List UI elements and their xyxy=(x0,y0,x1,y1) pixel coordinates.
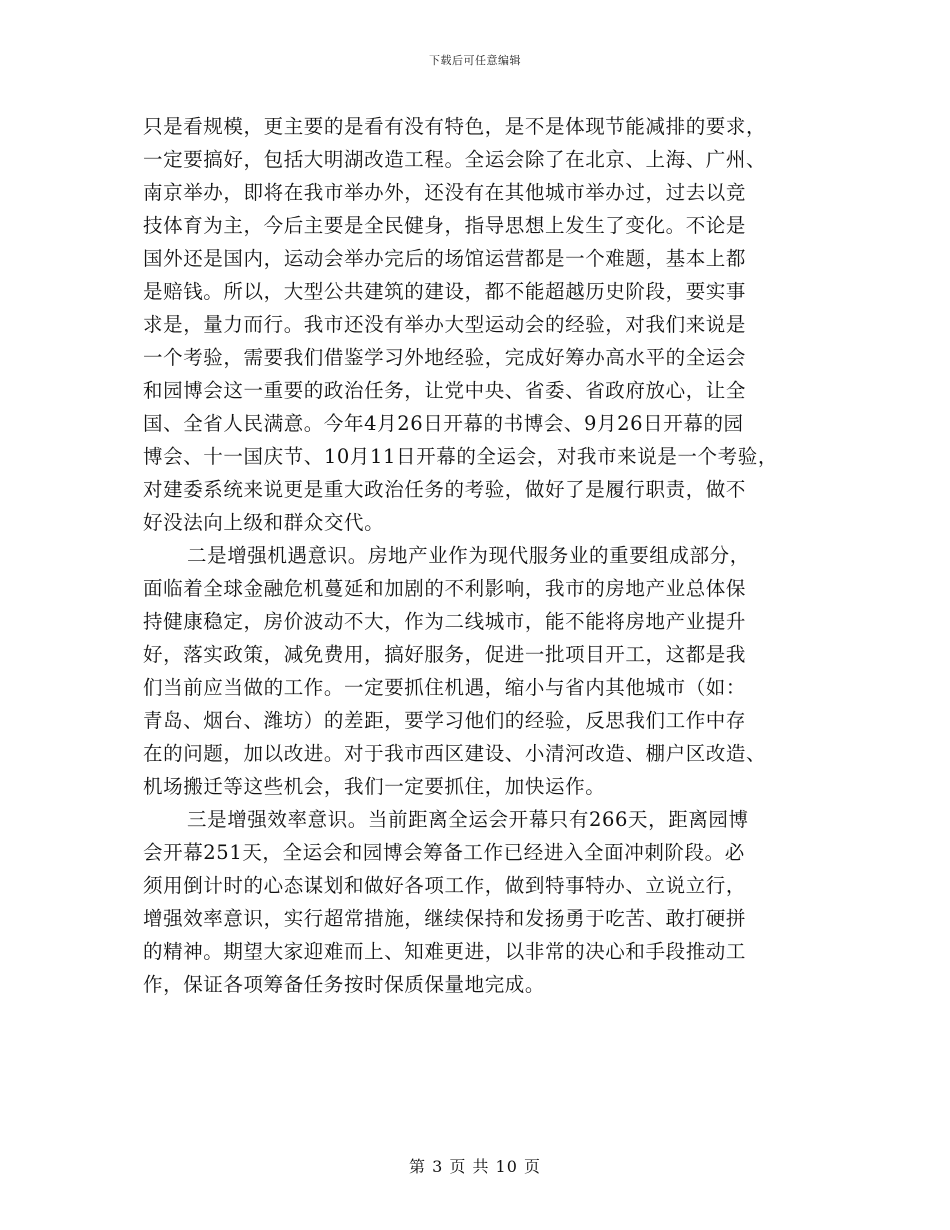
text-line: 青岛、烟台、潍坊）的差距，要学习他们的经验，反思我们工作中存 xyxy=(143,709,747,732)
text-line: 会开幕251天，全运会和园博会筹备工作已经进入全面冲刺阶段。必 xyxy=(143,841,745,864)
text-line: 持健康稳定，房价波动不大，作为二线城市，能不能将房地产业提升 xyxy=(143,610,747,633)
text-line: 机场搬迁等这些机会，我们一定要抓住，加快运作。 xyxy=(143,775,606,798)
text-line: 三是增强效率意识。当前距离全运会开幕只有266天，距离园博 xyxy=(187,808,749,831)
text-line: 求是，量力而行。我市还没有举办大型运动会的经验，对我们来说是 xyxy=(143,313,747,336)
text-line: 增强效率意识，实行超常措施，继续保持和发扬勇于吃苦、敢打硬拼 xyxy=(143,907,747,930)
text-line: 二是增强机遇意识。房地产业作为现代服务业的重要组成部分， xyxy=(187,544,750,567)
body-text xyxy=(143,110,823,1001)
text-line: 技体育为主，今后主要是全民健身，指导思想上发生了变化。不论是 xyxy=(143,214,747,237)
text-line: 在的问题，加以改进。对于我市西区建设、小清河改造、棚户区改造、 xyxy=(143,742,767,765)
page-footer: 第 3 页 共 10 页 xyxy=(409,1157,541,1176)
text-line: 南京举办，即将在我市举办外，还没有在其他城市举办过，过去以竞 xyxy=(143,181,747,204)
text-line: 对建委系统来说更是重大政治任务的考验，做好了是履行职责，做不 xyxy=(143,478,747,501)
text-line: 们当前应当做的工作。一定要抓住机遇，缩小与省内其他城市（如： xyxy=(143,676,747,699)
text-line: 须用倒计时的心态谋划和做好各项工作，做到特事特办、立说立行， xyxy=(143,874,747,897)
text-line: 一定要搞好，包括大明湖改造工程。全运会除了在北京、上海、广州、 xyxy=(143,148,767,171)
text-line: 是赔钱。所以，大型公共建筑的建设，都不能超越历史阶段，要实事 xyxy=(143,280,747,303)
text-line: 面临着全球金融危机蔓延和加剧的不利影响，我市的房地产业总体保 xyxy=(143,577,747,600)
text-line: 和园博会这一重要的政治任务，让党中央、省委、省政府放心，让全 xyxy=(143,379,747,402)
text-line: 国、全省人民满意。今年4月26日开幕的书博会、9月26日开幕的园 xyxy=(143,412,744,435)
text-line: 的精神。期望大家迎难而上、知难更进，以非常的决心和手段推动工 xyxy=(143,940,747,963)
text-line: 一个考验，需要我们借鉴学习外地经验，完成好筹办高水平的全运会 xyxy=(143,346,747,369)
page-header: 下载后可任意编辑 xyxy=(429,54,521,67)
text-line: 国外还是国内，运动会举办完后的场馆运营都是一个难题，基本上都 xyxy=(143,247,747,270)
text-line: 好，落实政策，减免费用，搞好服务，促进一批项目开工，这都是我 xyxy=(143,643,747,666)
text-line: 作，保证各项筹备任务按时保质保量地完成。 xyxy=(143,973,546,996)
text-line: 好没法向上级和群众交代。 xyxy=(143,511,385,534)
text-line: 只是看规模，更主要的是看有没有特色，是不是体现节能减排的要求， xyxy=(143,115,767,138)
text-line: 博会、十一国庆节、10月11日开幕的全运会，对我市来说是一个考验， xyxy=(143,445,778,468)
